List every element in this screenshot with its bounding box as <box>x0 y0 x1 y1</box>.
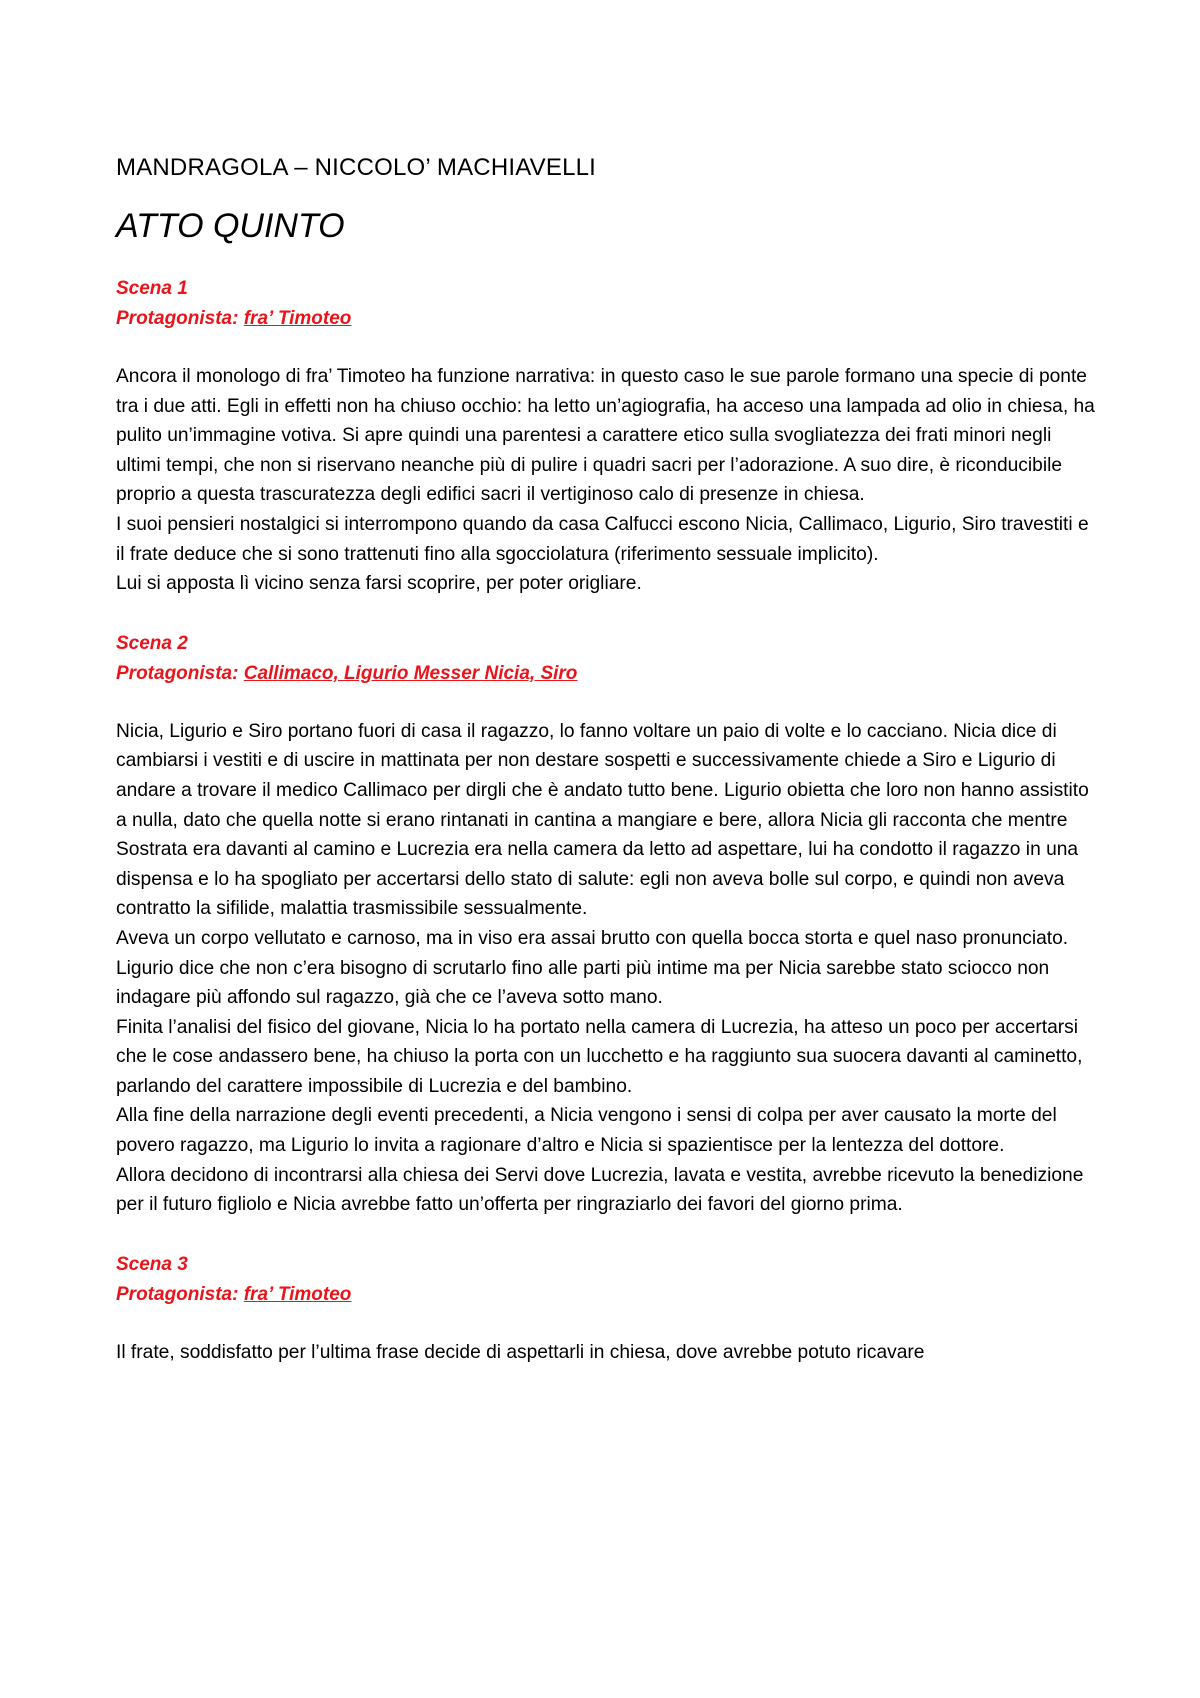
paragraph: Il frate, soddisfatto per l’ultima frase decide di aspettarli in chiesa, dove avrebbe potuto ricavare <box>116 1341 925 1363</box>
scene-body <box>116 1338 1096 1368</box>
document-page <box>116 148 1096 1367</box>
paragraph: Allora decidono di incontrarsi alla chiesa dei Servi dove Lucrezia, lavata e vestita, avrebbe ricevuto la benedizione per il futuro figliolo e Nicia avrebbe fatto un’offerta per ringraziarlo dei favori del giorno prima. <box>116 1164 1084 1216</box>
protagonist-line <box>116 1280 1096 1310</box>
scene-body <box>116 717 1096 1220</box>
scene-body <box>116 362 1096 599</box>
act-title: ATTO QUINTO <box>116 207 345 245</box>
protagonist-prefix: Protagonista: <box>116 1283 244 1305</box>
paragraph: Finita l’analisi del fisico del giovane, Nicia lo ha portato nella camera di Lucrezia, ha atteso un poco per accertarsi che le cose andassero bene, ha chiuso la porta con un lucchetto e ha raggiunto sua suocera davanti al caminetto, parlando del carattere impossibile di Lucrezia e del bambino. <box>116 1016 1083 1097</box>
paragraph: Aveva un corpo vellutato e carnoso, ma in viso era assai brutto con quella bocca storta e quel naso pronunciato. <box>116 927 1069 949</box>
protagonist-line <box>116 304 1096 334</box>
paragraph: Ligurio dice che non c’era bisogno di scrutarlo fino alle parti più intime ma per Nicia sarebbe stato sciocco non indagare più affondo sul ragazzo, già che ce l’aveva sotto mano. <box>116 957 1050 1009</box>
scene-label: Scena 1 <box>116 278 188 299</box>
protagonist-prefix: Protagonista: <box>116 308 244 329</box>
scene-label: Scena 2 <box>116 632 188 654</box>
protagonist-names: fra’ Timoteo <box>243 1283 352 1305</box>
paragraph: Nicia, Ligurio e Siro portano fuori di casa il ragazzo, lo fanno voltare un paio di volte e lo cacciano. Nicia dice di cambiarsi i vestiti e di uscire in mattinata per non destare sospetti e successivamente chiede a Siro e Ligurio di andare a trovare il medico Callimaco per dirgli che è andato tutto bene. Ligurio obietta che loro non hanno assistito a nulla, dato che quella notte si erano rintanati in cantina a mangiare e bere, allora Nicia gli racconta che mentre Sostrata era davanti al camino e Lucrezia era nella camera da letto ad aspettare, lui ha condotto il ragazzo in una dispensa e lo ha spogliato per accertarsi dello stato di salute: egli non aveva bolle sul corpo, e quindi non aveva contratto la sifilide, malattia trasmissibile sessualmente. <box>116 720 1089 920</box>
paragraph: Ancora il monologo di fra’ Timoteo ha funzione narrativa: in questo caso le sue parole formano una specie di ponte tra i due atti. Egli in effetti non ha chiuso occhio: ha letto un’agiografia, ha acceso una lampada ad olio in chiesa, ha pulito un’immagine votiva. Si apre quindi una parentesi a carattere etico sulla svogliatezza dei frati minori negli ultimi tempi, che non si riservano neanche più di pulire i quadri sacri per l’adorazione. A suo dire, è riconducibile proprio a questa trascuratezza degli edifici sacri il vertiginoso calo di presenze in chiesa. <box>116 366 1095 506</box>
document-title: MANDRAGOLA – NICCOLO’ MACHIAVELLI <box>116 154 597 181</box>
protagonist-names: fra’ Timoteo <box>243 308 352 329</box>
protagonist-names: Callimaco, Ligurio Messer Nicia, Siro <box>243 662 578 684</box>
scene-label: Scena 3 <box>116 1253 188 1275</box>
paragraph: I suoi pensieri nostalgici si interrompono quando da casa Calfucci escono Nicia, Callimaco, Ligurio, Siro travestiti e il frate deduce che si sono trattenuti fino alla sgocciolatura (riferimento sessuale implicito). <box>116 513 1089 565</box>
protagonist-line <box>116 659 1096 689</box>
scene-3 <box>116 1250 1096 1368</box>
protagonist-prefix: Protagonista: <box>116 662 244 684</box>
paragraph: Alla fine della narrazione degli eventi precedenti, a Nicia vengono i sensi di colpa per aver causato la morte del povero ragazzo, ma Ligurio lo invita a ragionare d’altro e Nicia si spazientisce per la lentezza del dottore. <box>116 1105 1057 1157</box>
scene-1 <box>116 274 1096 599</box>
paragraph: Lui si apposta lì vicino senza farsi scoprire, per poter origliare. <box>116 573 642 595</box>
scene-2 <box>116 629 1096 1220</box>
